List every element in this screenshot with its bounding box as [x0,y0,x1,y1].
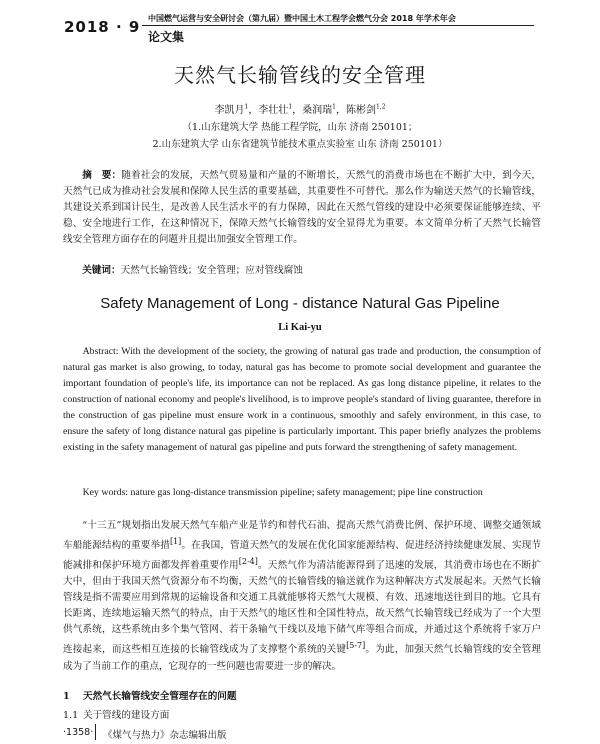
section-1-1-heading [63,707,169,721]
paper-title-en: Safety Management of Long - distance Natural Gas Pipeline [100,295,500,312]
affiliation-1: （1.山东建筑大学 热能工程学院，山东 济南 250101； [182,122,418,133]
footer-divider [95,724,96,740]
keywords-en-label: Key words: [82,487,129,498]
abstract-en-text: With the development of the society, the growing of natural gas trade and production, the consumption of natural gas market is also growing, to today, natural gas has become to promote social development and guarantee the important foundation of people's life, its importance can not be replaced. As gas long distance pipeline, it relates to the construction of national economy and people's livelihood, is to improve people's standard of living guarantee, therefore in the construction of gas pipeline must ensure work in a continuous, smoothly and safely environment, in this case, to ensure the safety of long distance natural gas pipeline is particularly important. This paper briefly analyzes the problems existing in the safety management of natural gas pipeline and puts forward the strengthening of safety management. [63,346,541,453]
section-1-title: 天然气长输管线安全管理存在的问题 [83,691,237,702]
section-1-heading [63,688,237,702]
header-rule [142,25,534,26]
author-1: 李凯月 [214,105,245,116]
keywords-en-text: nature gas long-distance transmission pipeline; safety management; pipe line construction [130,487,483,498]
intro-text-d: 。为此，加强天然气长输管线的安全管理成为了当前工作的重点，它现存的一些问题也需要进一步的解决。 [63,644,542,672]
intro-text-b: 。在我国，管道天然气的发展在优化国家能源结构、促进经济持续健康发展、实现节能减排和保护环境方面都发挥着重要作用 [63,540,542,572]
header-subtitle: 论文集 [148,30,185,44]
author-4: ，陈彬剑 [335,105,376,116]
intro-text-c: 。天然气作为清洁能源得到了迅速的发展，其消费市场也在不断扩大中，但由于我国天然气资源分布不均衡，天然气的长输管线的输送就作为这种解决方式发展起来。天然气长输管线是指不需要应用到常规的运输设备和交通工具就能够将天然气大规模、有效、迅速地送往到目的地。它具有长距离、连续地运输天然气的特点，由于天然气的地区性和全国性特点，故天然气长输管线已经成为了一个大型供气系统，这些系统由多个集气管网、若干条输气干线以及地下储气库等组合而成，并通过这个系统将千家万户连接起来，而这些相互连接的长输管线成为了支撑整个系统的关键 [63,560,542,656]
section-1-1-number: 1.1 [63,710,79,721]
author-4-affil: 1,2 [375,103,386,111]
paper-title-cn: 天然气长输管线的安全管理 [174,63,426,87]
section-1-number: 1 [63,691,70,702]
citation-1: [1] [169,537,182,546]
author-en: Li Kai-yu [278,322,322,333]
abstract-en-label: Abstract: [82,346,119,357]
header-year-issue: 2018 · 9 [64,18,141,36]
author-3-affil: 1 [332,103,336,111]
citation-3: [5-7] [346,641,366,651]
abstract-cn-text: 随着社会的发展，天然气贸易量和产量的不断增长，天然气的消费市场也在不断扩大中，到今天，天然气已成为推动社会发展和保障人民生活的重要基础，其重要性不可替代。那么作为输送天然气的长输管线，其建设关系到国计民生，是改善人民生活水平的有力保障，因此在天然气管线的建设中必须要保证能够连续、平稳、安全地进行工作，在这种情况下，保障天然气长输管线的安全显得尤为重要。本文简单分析了天然气长输管线安全管理方面存在的问题并且提出加强安全管理工作。 [63,170,541,245]
intro-text-a: “十三五”规划指出发展天然气车船产业是节约和替代石油、提高天然气消费比例、保护环境、调整交通领域车船能源结构的重要举措 [63,520,541,552]
abstract-cn-label: 摘 要： [82,170,122,181]
author-2: ，李壮壮 [248,105,289,116]
keywords-cn-text: 天然气长输管线；安全管理；应对管线腐蚀 [120,265,303,276]
keywords-cn-label: 关键词： [82,265,121,276]
abstract-cn [63,168,541,248]
keywords-cn [63,263,541,279]
author-3: ，桑润瑞 [292,105,333,116]
author-1-affil: 1 [244,103,249,111]
affiliation-2: 2.山东建筑大学 山东省建筑节能技术重点实验室 山东 济南 250101） [152,139,448,150]
intro-paragraph [63,518,541,675]
abstract-en [63,344,541,456]
footer-journal: 《煤气与热力》杂志编辑出版 [103,730,227,741]
header-conference: 中国燃气运营与安全研讨会（第九届）暨中国土木工程学会燃气分会 2018 年学术年会 [148,14,456,23]
citation-2: [2-4] [238,557,258,567]
page-number: ·1358· [63,727,94,738]
authors-cn [0,101,600,116]
keywords-en [63,485,541,501]
section-1-1-title: 关于管线的建设方面 [83,710,170,721]
author-2-affil: 1 [288,103,293,111]
